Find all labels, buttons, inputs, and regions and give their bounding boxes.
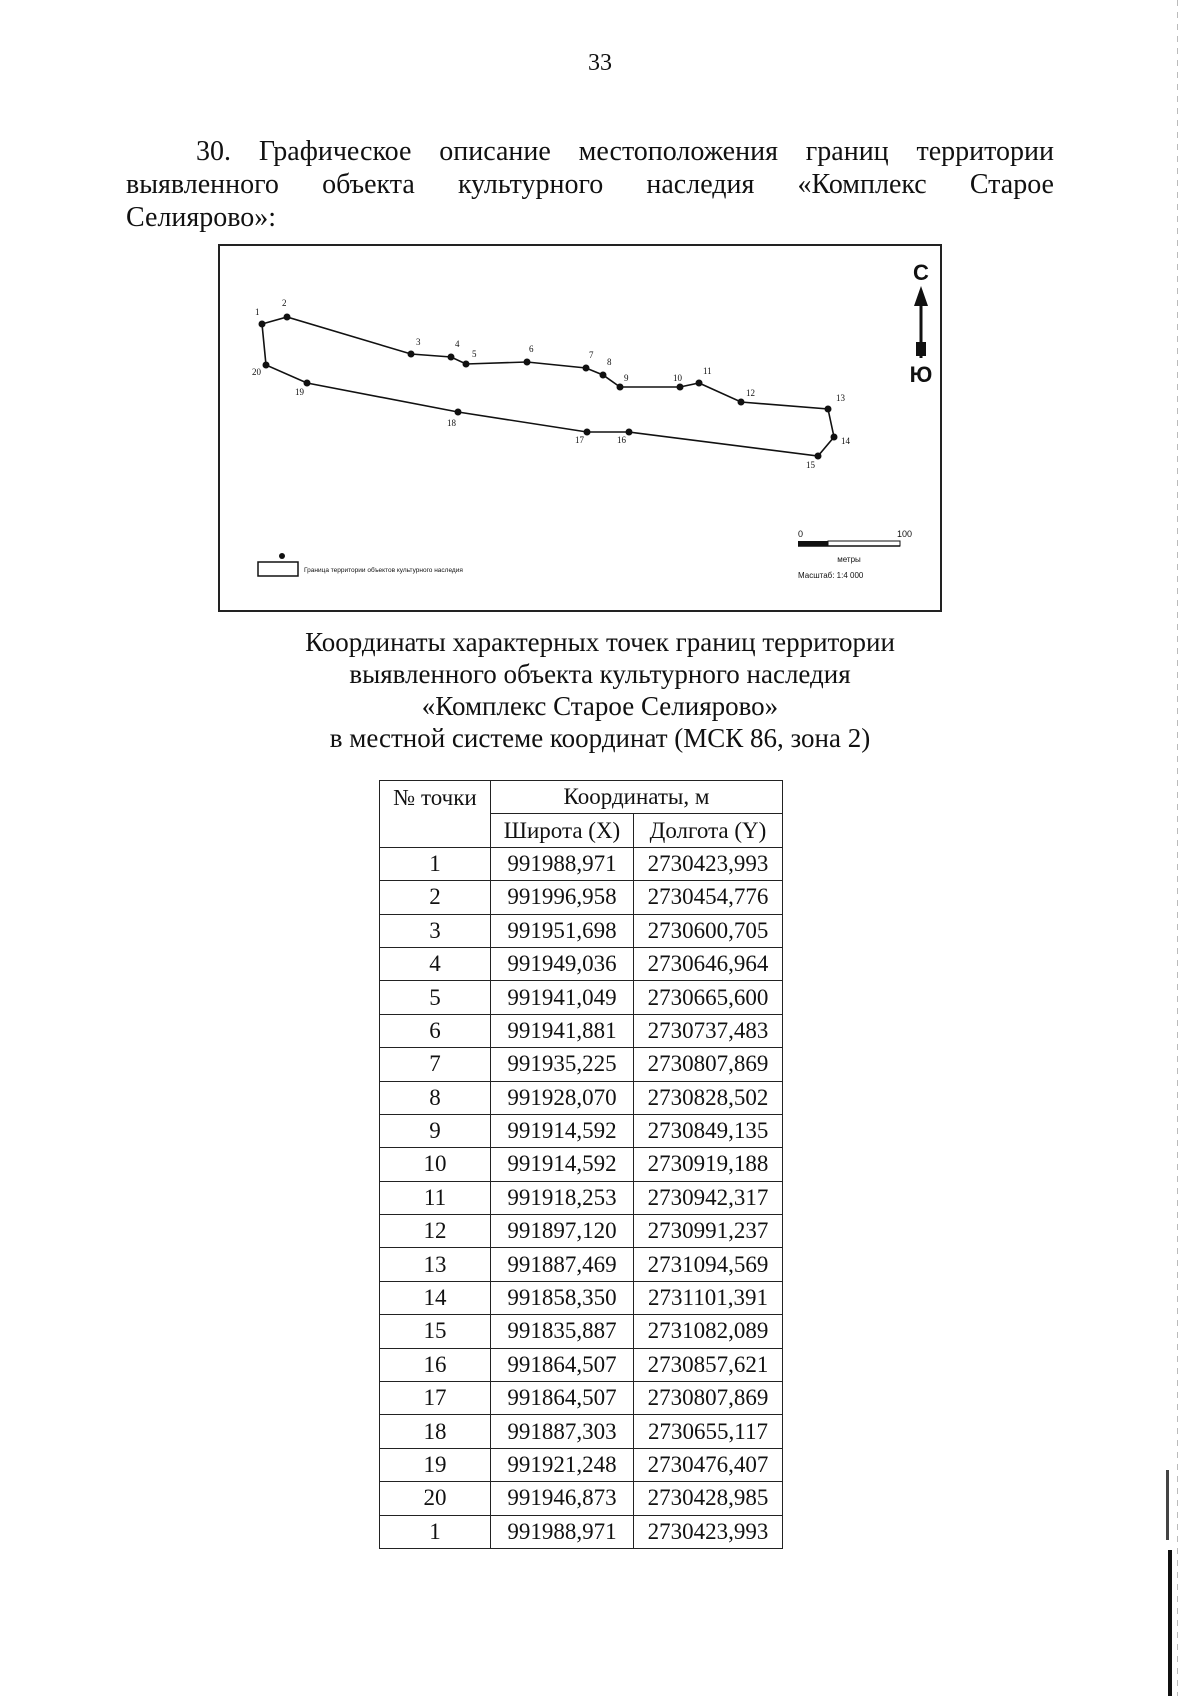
intro-word: «Комплекс bbox=[797, 169, 927, 200]
longitude-cell: 2730737,483 bbox=[634, 1014, 783, 1047]
longitude-cell: 2730646,964 bbox=[634, 947, 783, 980]
point-number-cell: 20 bbox=[380, 1482, 491, 1515]
table-row bbox=[380, 847, 783, 880]
point-number-cell: 13 bbox=[380, 1248, 491, 1281]
intro-word: выявленного bbox=[126, 169, 279, 200]
table-title-line-1: Координаты характерных точек границ территории bbox=[305, 627, 895, 657]
longitude-cell: 2730454,776 bbox=[634, 881, 783, 914]
boundary-point-label: 14 bbox=[841, 436, 850, 446]
table-row bbox=[380, 914, 783, 947]
boundary-point-marker bbox=[448, 354, 455, 361]
latitude-cell: 991918,253 bbox=[491, 1181, 634, 1214]
boundary-point-marker bbox=[825, 406, 832, 413]
legend-boundary-swatch bbox=[258, 562, 298, 576]
table-title-line-3: «Комплекс Старое Селиярово» bbox=[421, 691, 779, 721]
boundary-point-label: 15 bbox=[806, 460, 815, 470]
boundary-point-marker bbox=[626, 429, 633, 436]
point-number-cell: 7 bbox=[380, 1048, 491, 1081]
table-title bbox=[0, 626, 1200, 754]
table-header-row bbox=[380, 781, 783, 814]
boundary-point-marker bbox=[696, 380, 703, 387]
boundary-point-marker bbox=[815, 453, 822, 460]
latitude-cell: 991949,036 bbox=[491, 947, 634, 980]
header-latitude: Широта (X) bbox=[491, 814, 634, 847]
longitude-cell: 2730857,621 bbox=[634, 1348, 783, 1381]
coordinates-table-head bbox=[380, 781, 783, 848]
longitude-cell: 2731101,391 bbox=[634, 1281, 783, 1314]
point-number-cell: 3 bbox=[380, 914, 491, 947]
table-row bbox=[380, 1382, 783, 1415]
intro-word: Графическое bbox=[258, 136, 412, 167]
intro-word: 30. bbox=[196, 136, 231, 167]
table-row bbox=[380, 881, 783, 914]
longitude-cell: 2730476,407 bbox=[634, 1448, 783, 1481]
boundary-point-label: 3 bbox=[416, 337, 421, 347]
point-number-cell: 1 bbox=[380, 847, 491, 880]
point-number-cell: 15 bbox=[380, 1315, 491, 1348]
table-row bbox=[380, 1148, 783, 1181]
longitude-cell: 2730807,869 bbox=[634, 1048, 783, 1081]
north-arrow bbox=[910, 260, 933, 387]
point-number-cell: 2 bbox=[380, 881, 491, 914]
table-row bbox=[380, 1014, 783, 1047]
intro-word: объекта bbox=[322, 169, 415, 200]
boundary-point-marker bbox=[584, 429, 591, 436]
latitude-cell: 991897,120 bbox=[491, 1215, 634, 1248]
table-row bbox=[380, 1348, 783, 1381]
boundary-point-marker bbox=[455, 409, 462, 416]
boundary-point-label: 18 bbox=[447, 418, 456, 428]
table-row bbox=[380, 1181, 783, 1214]
intro-word: территории bbox=[916, 136, 1054, 167]
latitude-cell: 991928,070 bbox=[491, 1081, 634, 1114]
boundary-point-marker bbox=[583, 365, 590, 372]
boundary-point-label: 5 bbox=[472, 349, 477, 359]
boundary-point-label: 9 bbox=[624, 373, 629, 383]
latitude-cell: 991864,507 bbox=[491, 1348, 634, 1381]
longitude-cell: 2730428,985 bbox=[634, 1482, 783, 1515]
latitude-cell: 991941,881 bbox=[491, 1014, 634, 1047]
latitude-cell: 991988,971 bbox=[491, 847, 634, 880]
table-row bbox=[380, 1448, 783, 1481]
latitude-cell: 991835,887 bbox=[491, 1315, 634, 1348]
point-number-cell: 1 bbox=[380, 1515, 491, 1548]
boundary-point-label: 12 bbox=[746, 388, 755, 398]
latitude-cell: 991864,507 bbox=[491, 1382, 634, 1415]
intro-line-1 bbox=[126, 135, 1054, 168]
longitude-cell: 2730942,317 bbox=[634, 1181, 783, 1214]
boundary-point-marker bbox=[263, 362, 270, 369]
scan-edge-bar bbox=[1168, 1550, 1172, 1696]
point-number-cell: 10 bbox=[380, 1148, 491, 1181]
south-label: Ю bbox=[909, 362, 933, 387]
header-longitude: Долгота (Y) bbox=[634, 814, 783, 847]
point-number-cell: 18 bbox=[380, 1415, 491, 1448]
table-row bbox=[380, 1415, 783, 1448]
header-coordinates: Координаты, м bbox=[491, 781, 783, 814]
scan-edge-smudge bbox=[1166, 1470, 1169, 1540]
scan-edge-line bbox=[1177, 0, 1178, 1696]
boundary-point-label: 10 bbox=[673, 373, 682, 383]
boundary-point-marker bbox=[600, 372, 607, 379]
intro-word: описание bbox=[439, 136, 551, 167]
boundary-point-marker bbox=[524, 359, 531, 366]
longitude-cell: 2730849,135 bbox=[634, 1114, 783, 1147]
point-number-cell: 14 bbox=[380, 1281, 491, 1314]
scale-start-label: 0 bbox=[798, 529, 804, 539]
boundary-point-label: 13 bbox=[836, 393, 845, 403]
scale-ratio-label: Масштаб: 1:4 000 bbox=[798, 571, 864, 580]
intro-word: Селиярово»: bbox=[126, 202, 277, 233]
boundary-point-marker bbox=[617, 384, 624, 391]
boundary-point-label: 6 bbox=[529, 344, 534, 354]
table-row bbox=[380, 1215, 783, 1248]
scale-end-label: 100 bbox=[897, 529, 913, 539]
longitude-cell: 2730600,705 bbox=[634, 914, 783, 947]
boundary-map-canvas bbox=[220, 246, 940, 610]
section-intro bbox=[126, 135, 1054, 234]
longitude-cell: 2730807,869 bbox=[634, 1382, 783, 1415]
intro-word: границ bbox=[805, 136, 889, 167]
boundary-point-marker bbox=[408, 351, 415, 358]
boundary-point-marker bbox=[677, 384, 684, 391]
table-row bbox=[380, 1281, 783, 1314]
latitude-cell: 991946,873 bbox=[491, 1482, 634, 1515]
scale-unit-label: метры bbox=[837, 555, 861, 564]
intro-line-3 bbox=[126, 201, 1054, 234]
boundary-point-marker bbox=[259, 321, 266, 328]
latitude-cell: 991858,350 bbox=[491, 1281, 634, 1314]
boundary-point-label: 20 bbox=[252, 367, 261, 377]
longitude-cell: 2730655,117 bbox=[634, 1415, 783, 1448]
latitude-cell: 991951,698 bbox=[491, 914, 634, 947]
longitude-cell: 2730423,993 bbox=[634, 1515, 783, 1548]
table-title-line-2: выявленного объекта культурного наследия bbox=[349, 659, 851, 689]
header-point-number: № точки bbox=[380, 781, 491, 848]
boundary-point-label: 19 bbox=[295, 387, 304, 397]
longitude-cell: 2731082,089 bbox=[634, 1315, 783, 1348]
longitude-cell: 2730423,993 bbox=[634, 847, 783, 880]
table-row bbox=[380, 1482, 783, 1515]
scale-bar bbox=[798, 529, 912, 580]
latitude-cell: 991914,592 bbox=[491, 1148, 634, 1181]
boundary-point-marker bbox=[738, 399, 745, 406]
intro-line-2 bbox=[126, 168, 1054, 201]
boundary-point-label: 17 bbox=[575, 435, 584, 445]
point-number-cell: 16 bbox=[380, 1348, 491, 1381]
boundary-point-marker bbox=[831, 434, 838, 441]
longitude-cell: 2730665,600 bbox=[634, 981, 783, 1014]
boundary-point-label: 11 bbox=[703, 366, 712, 376]
latitude-cell: 991941,049 bbox=[491, 981, 634, 1014]
point-number-cell: 9 bbox=[380, 1114, 491, 1147]
boundary-point-label: 7 bbox=[589, 350, 594, 360]
latitude-cell: 991887,303 bbox=[491, 1415, 634, 1448]
table-row bbox=[380, 1515, 783, 1548]
longitude-cell: 2731094,569 bbox=[634, 1248, 783, 1281]
boundary-point-marker bbox=[304, 380, 311, 387]
point-number-cell: 4 bbox=[380, 947, 491, 980]
longitude-cell: 2730828,502 bbox=[634, 1081, 783, 1114]
map-legend bbox=[258, 553, 463, 576]
coordinates-table-body bbox=[380, 847, 783, 1548]
latitude-cell: 991996,958 bbox=[491, 881, 634, 914]
boundary-point-label: 4 bbox=[455, 339, 460, 349]
longitude-cell: 2730919,188 bbox=[634, 1148, 783, 1181]
latitude-cell: 991988,971 bbox=[491, 1515, 634, 1548]
legend-point-marker bbox=[279, 553, 285, 559]
table-row bbox=[380, 947, 783, 980]
table-row bbox=[380, 1048, 783, 1081]
latitude-cell: 991935,225 bbox=[491, 1048, 634, 1081]
boundary-point-label: 16 bbox=[617, 435, 626, 445]
page-number: 33 bbox=[588, 50, 612, 76]
table-row bbox=[380, 1081, 783, 1114]
point-number-cell: 8 bbox=[380, 1081, 491, 1114]
point-number-cell: 6 bbox=[380, 1014, 491, 1047]
table-row bbox=[380, 981, 783, 1014]
table-row bbox=[380, 1248, 783, 1281]
table-title-line-4: в местной системе координат (МСК 86, зона 2) bbox=[329, 723, 871, 753]
point-number-cell: 19 bbox=[380, 1448, 491, 1481]
boundary-map bbox=[218, 244, 942, 612]
intro-word: культурного bbox=[457, 169, 604, 200]
boundary-layer bbox=[252, 298, 851, 470]
boundary-point-marker bbox=[463, 361, 470, 368]
legend-label: Граница территории объектов культурного наследия bbox=[304, 567, 463, 574]
boundary-line bbox=[262, 317, 834, 456]
latitude-cell: 991914,592 bbox=[491, 1114, 634, 1147]
intro-word: наследия bbox=[646, 169, 755, 200]
point-number-cell: 11 bbox=[380, 1181, 491, 1214]
boundary-point-marker bbox=[284, 314, 291, 321]
point-number-cell: 12 bbox=[380, 1215, 491, 1248]
table-row bbox=[380, 1315, 783, 1348]
point-number-cell: 5 bbox=[380, 981, 491, 1014]
boundary-point-label: 2 bbox=[282, 298, 287, 308]
boundary-point-label: 1 bbox=[255, 307, 260, 317]
intro-word: Старое bbox=[969, 169, 1054, 200]
north-label: С bbox=[913, 260, 929, 285]
latitude-cell: 991921,248 bbox=[491, 1448, 634, 1481]
table-row bbox=[380, 1114, 783, 1147]
intro-word: местоположения bbox=[578, 136, 778, 167]
boundary-point-label: 8 bbox=[607, 357, 612, 367]
point-number-cell: 17 bbox=[380, 1382, 491, 1415]
coordinates-table bbox=[379, 780, 783, 1549]
north-arrow-head bbox=[914, 286, 928, 306]
north-arrow-tail bbox=[916, 342, 926, 356]
latitude-cell: 991887,469 bbox=[491, 1248, 634, 1281]
longitude-cell: 2730991,237 bbox=[634, 1215, 783, 1248]
